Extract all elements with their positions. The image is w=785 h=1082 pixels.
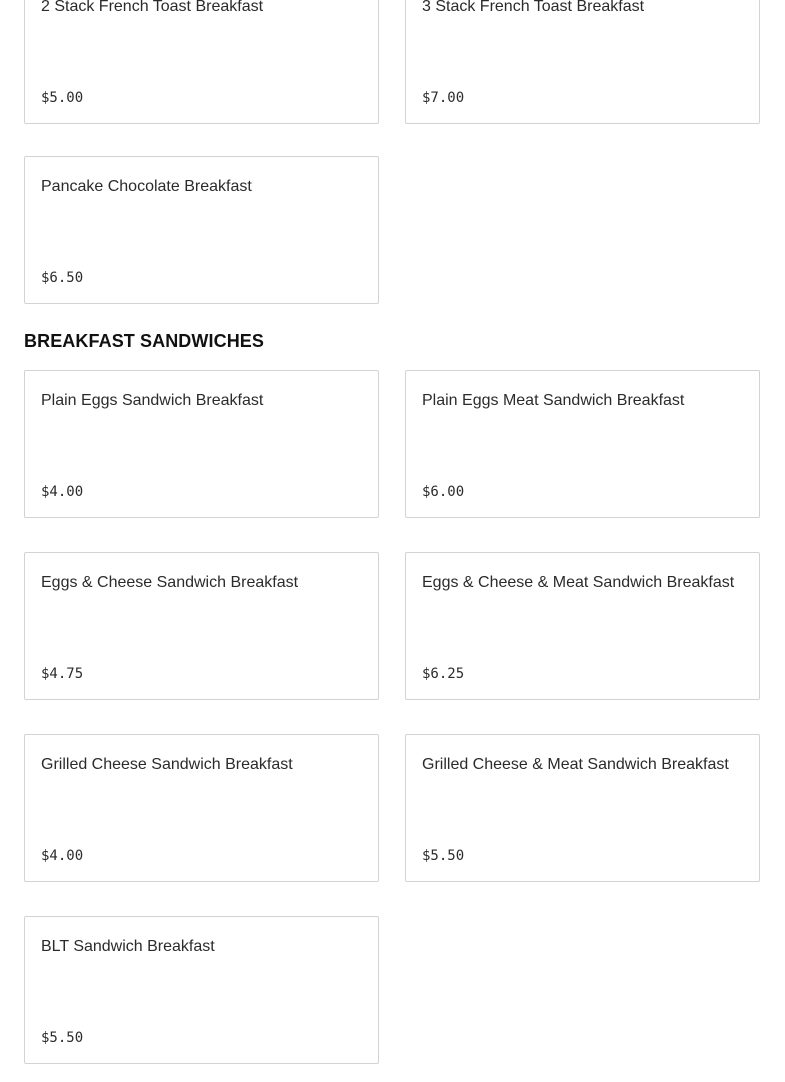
menu-item-name: Pancake Chocolate Breakfast: [41, 178, 252, 195]
menu-item-card[interactable]: [405, 0, 760, 124]
menu-item-card[interactable]: [405, 552, 760, 700]
menu-item-price: $6.00: [422, 484, 465, 500]
menu-item-card[interactable]: [24, 370, 379, 518]
menu-item-price: $5.50: [422, 848, 465, 864]
menu-item-price: $4.75: [41, 666, 84, 682]
menu-item-card[interactable]: [24, 552, 379, 700]
menu-item-price: $4.00: [41, 848, 84, 864]
menu-item-card[interactable]: [405, 370, 760, 518]
menu-item-name: 3 Stack French Toast Breakfast: [422, 0, 645, 15]
menu-item-price: $4.00: [41, 484, 84, 500]
menu-item-name: Eggs & Cheese Sandwich Breakfast: [41, 574, 299, 591]
menu-item-card[interactable]: [24, 734, 379, 882]
menu-item-card[interactable]: [405, 734, 760, 882]
section-heading: BREAKFAST SANDWICHES: [24, 331, 265, 351]
menu-item-name: Plain Eggs Sandwich Breakfast: [41, 392, 264, 409]
menu-item-name: BLT Sandwich Breakfast: [41, 938, 215, 955]
menu-item-name: Eggs & Cheese & Meat Sandwich Breakfast: [422, 574, 735, 591]
menu-item-price: $5.00: [41, 90, 84, 106]
menu-item-price: $6.50: [41, 270, 84, 286]
menu-item-name: Grilled Cheese & Meat Sandwich Breakfast: [422, 756, 729, 773]
menu-item-name: 2 Stack French Toast Breakfast: [41, 0, 264, 15]
menu-item-price: $6.25: [422, 666, 465, 682]
menu-item-name: Grilled Cheese Sandwich Breakfast: [41, 756, 293, 773]
menu-item-name: Plain Eggs Meat Sandwich Breakfast: [422, 392, 685, 409]
menu-item-price: $5.50: [41, 1030, 84, 1046]
menu-item-card[interactable]: [24, 0, 379, 124]
menu-item-card[interactable]: [24, 156, 379, 304]
menu-item-card[interactable]: [24, 916, 379, 1064]
menu-item-price: $7.00: [422, 90, 465, 106]
